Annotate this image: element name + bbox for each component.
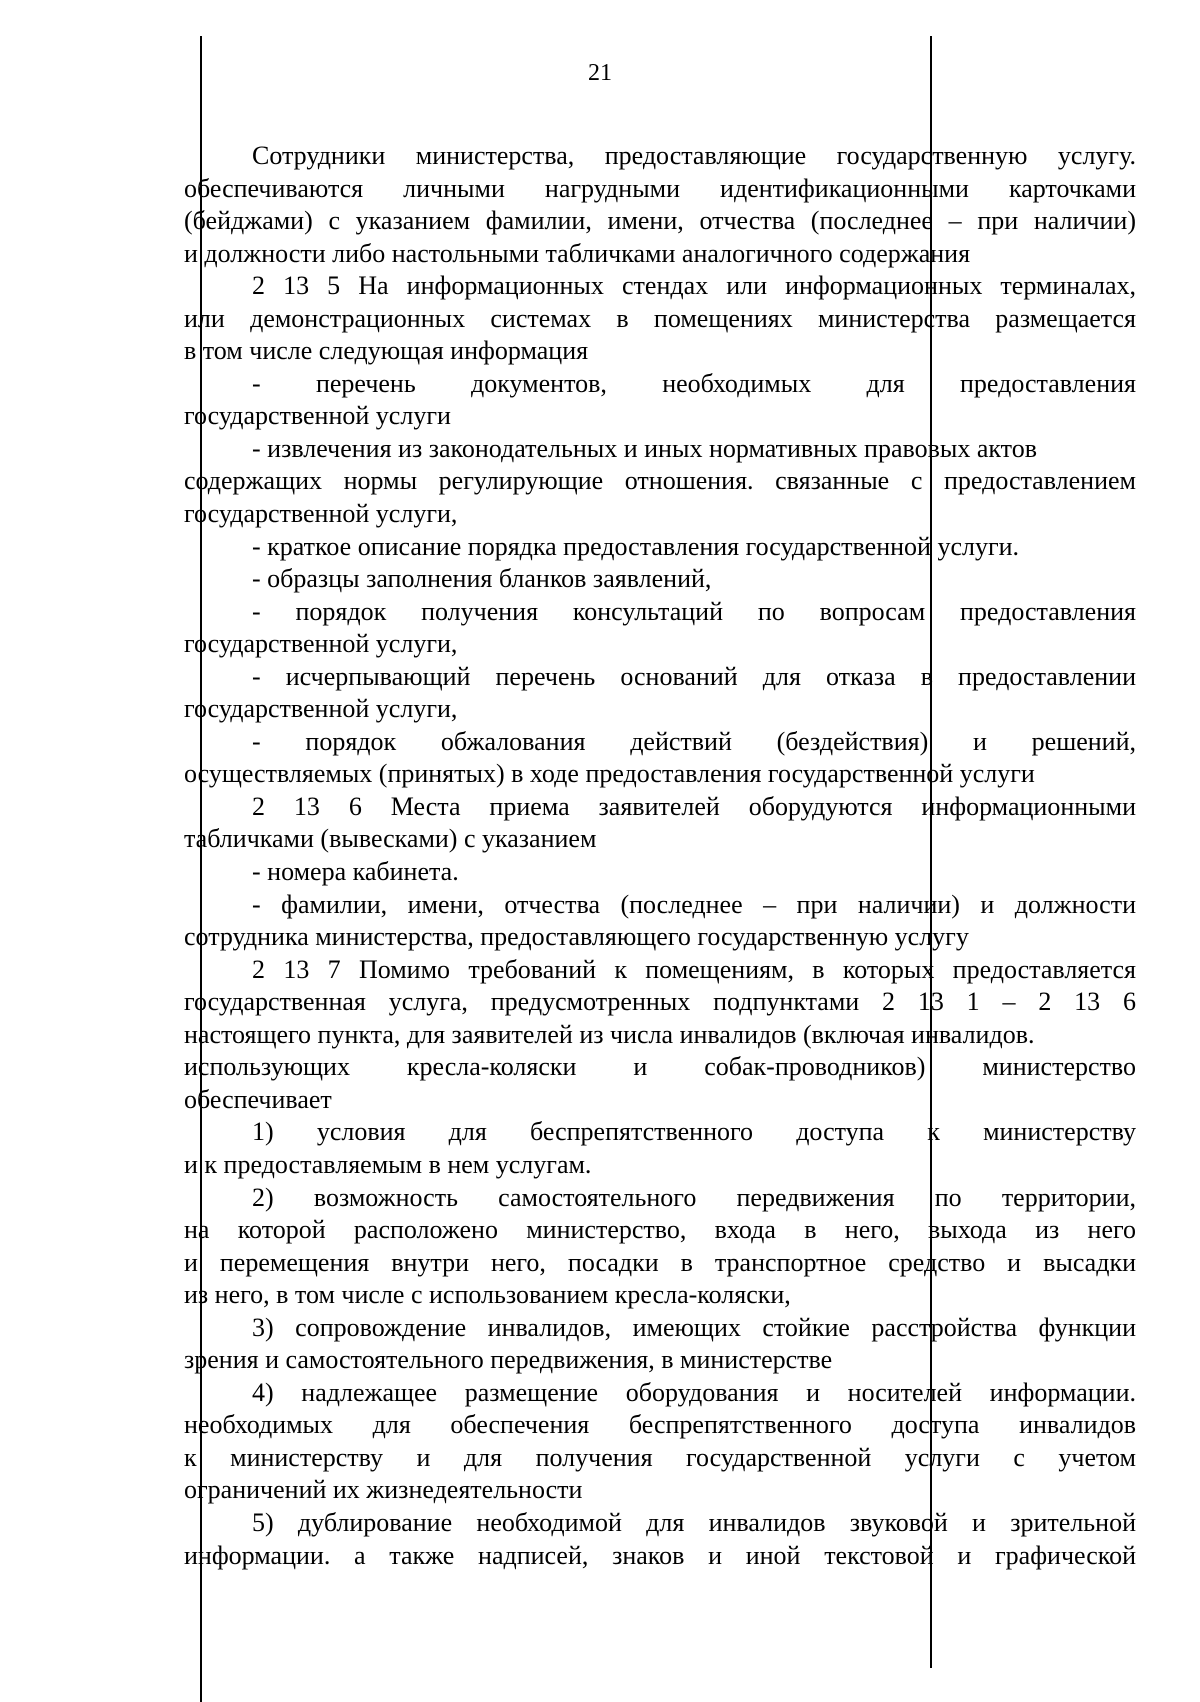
text-line: - образцы заполнения бланков заявлений, [252,564,712,594]
text-line: или демонстрационных системах в помещениях министерства размещается [184,303,1136,333]
body-text [184,140,1136,1572]
text-line: в том числе следующая информация [184,336,589,366]
text-line: сотрудника министерства, предоставляющего государственную услугу [184,922,969,952]
text-line: - порядок обжалования действий (бездействия) и решений, [252,726,1136,756]
text-line: зрения и самостоятельного передвижения, в министерстве [184,1345,833,1375]
text-line: - порядок получения консультаций по вопросам предоставления [252,596,1136,626]
text-line: 4) надлежащее размещение оборудования и носителей информации. [252,1377,1136,1407]
text-line: государственной услуги, [184,629,458,659]
text-line: ограничений их жизнедеятельности [184,1475,583,1505]
text-line: государственной услуги, [184,694,458,724]
text-line: 2) возможность самостоятельного передвижения по территории, [252,1182,1136,1212]
text-line: - извлечения из законодательных и иных нормативных правовых актов [252,433,1037,463]
text-line: 2 13 5 На информационных стендах или информационных терминалах, [252,271,1136,301]
text-line: (бейджами) с указанием фамилии, имени, отчества (последнее – при наличии) [184,206,1136,236]
text-line: - номера кабинета. [252,857,459,887]
text-line: и должности либо настольными табличками аналогичного содержания [184,238,971,268]
text-line: государственной услуги, [184,499,458,529]
text-line: обеспечиваются личными нагрудными идентификационными карточками [184,173,1136,203]
text-line: 1) условия для беспрепятственного доступа к министерству [252,1117,1136,1147]
text-line: настоящего пункта, для заявителей из числа инвалидов (включая инвалидов. [184,1019,1035,1049]
text-line: государственная услуга, предусмотренных подпунктами 2 13 1 – 2 13 6 [184,987,1136,1017]
text-line: 2 13 7 Помимо требований к помещениям, в которых предоставляется [252,954,1136,984]
text-line: информации. а также надписей, знаков и иной текстовой и графической [184,1540,1136,1570]
text-line: к министерству и для получения государственной услуги с учетом [184,1442,1136,1472]
text-line: содержащих нормы регулирующие отношения. связанные с предоставлением [184,466,1136,496]
text-line: из него, в том числе с использованием кресла-коляски, [184,1280,791,1310]
text-line: табличками (вывесками) с указанием [184,824,597,854]
text-line: использующих кресла-коляски и собак-проводников) министерство [184,1052,1136,1082]
text-line: 3) сопровождение инвалидов, имеющих стойкие расстройства функции [252,1312,1136,1342]
text-line: и перемещения внутри него, посадки в транспортное средство и высадки [184,1247,1136,1277]
text-line: Сотрудники министерства, предоставляющие государственную услугу. [252,141,1136,170]
text-line: - перечень документов, необходимых для предоставления [252,368,1136,398]
text-line: обеспечивает [184,1084,332,1114]
text-line: - исчерпывающий перечень оснований для отказа в предоставлении [252,661,1136,691]
text-line: необходимых для обеспечения беспрепятственного доступа инвалидов [184,1410,1136,1440]
text-line: 2 13 6 Места приема заявителей оборудуются информационными [252,791,1136,821]
text-line: осуществляемых (принятых) в ходе предоставления государственной услуги [184,759,1035,789]
page-number: 21 [588,60,612,86]
text-line: и к предоставляемым в нем услугам. [184,1149,592,1179]
text-line: - краткое описание порядка предоставления государственной услуги. [252,531,1020,561]
text-line: - фамилии, имени, отчества (последнее – при наличии) и должности [252,889,1136,919]
text-line: 5) дублирование необходимой для инвалидов звуковой и зрительной [252,1507,1136,1537]
text-line: государственной услуги [184,401,451,431]
text-line: на которой расположено министерство, входа в него, выхода из него [184,1215,1136,1245]
